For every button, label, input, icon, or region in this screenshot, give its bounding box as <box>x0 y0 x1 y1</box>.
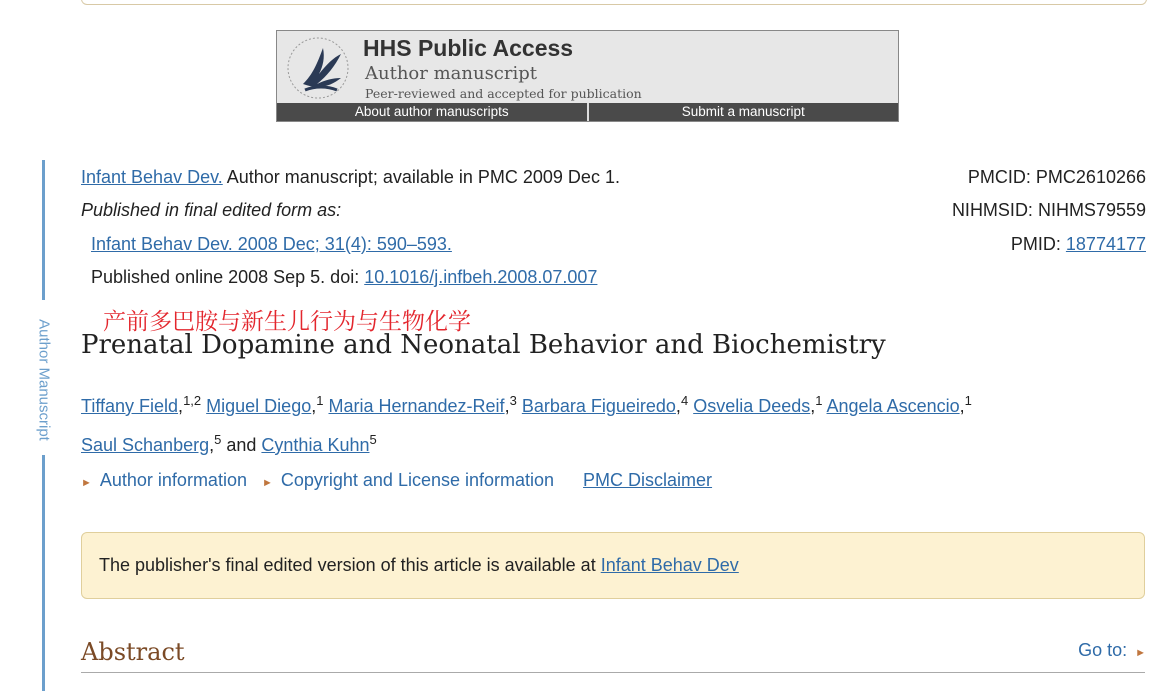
banner-tagline: Peer-reviewed and accepted for publication <box>365 86 642 101</box>
notice-text: The publisher's final edited version of this article is available at <box>99 555 601 575</box>
pmcid: PMCID: PMC2610266 <box>967 167 1146 187</box>
go-to-triangle-icon: ► <box>1135 647 1146 659</box>
submit-manuscript-link[interactable]: Submit a manuscript <box>587 103 899 121</box>
go-to-label[interactable]: Go to: <box>1078 640 1128 660</box>
author-link[interactable]: Miguel Diego <box>206 396 312 416</box>
pmc-disclaimer-link[interactable]: PMC Disclaimer <box>583 470 713 490</box>
author-information-toggle[interactable]: Author information <box>99 470 247 490</box>
published-online-text: Published online 2008 Sep 5. doi: <box>91 267 365 287</box>
banner-title: HHS Public Access <box>363 35 574 61</box>
author-manuscript-rail-label: Author Manuscript <box>36 316 53 444</box>
article-info-links <box>81 470 712 491</box>
doi-link[interactable]: 10.1016/j.infbeh.2008.07.007 <box>364 267 598 287</box>
rail-line-top <box>42 160 45 300</box>
author-link[interactable]: Cynthia Kuhn <box>261 435 370 455</box>
author-link[interactable]: Saul Schanberg <box>81 435 210 455</box>
author-affiliation: 1 <box>964 393 972 408</box>
online-row <box>91 267 597 288</box>
final-ref-link[interactable]: Infant Behav Dev. 2008 Dec; 31(4): 590–593. <box>91 234 452 254</box>
pmid-link[interactable]: 18774177 <box>1065 234 1146 254</box>
citation-line <box>81 167 620 188</box>
final-ref-row <box>91 234 452 255</box>
publisher-version-notice <box>81 532 1145 599</box>
author-affiliation: 1,2 <box>183 393 202 408</box>
banner-subtitle: Author manuscript <box>365 63 538 84</box>
copyright-license-toggle[interactable]: Copyright and License information <box>280 470 555 490</box>
manuscript-status: Author manuscript; available in PMC 2009 Dec 1. <box>222 167 620 187</box>
author-link[interactable]: Tiffany Field <box>81 396 179 416</box>
author-affiliation: 1 <box>815 393 823 408</box>
published-label: Published in final edited form as: <box>81 200 342 220</box>
author-list: Tiffany Field,$^{1,2}$ Miguel Diego,$^1$ Maria Hernandez-Reif,$^3$ Barbara Figueiredo,$^4$ Osvelia Deeds,$^1$ Angela Ascencio,$^1$ Saul Schanberg,$^5$ and Cynthia Kuhn$^5$ <box>81 393 972 455</box>
authors-and: and <box>226 435 257 455</box>
author-link[interactable]: Barbara Figueiredo <box>521 396 676 416</box>
author-affiliation: 5 <box>369 432 377 447</box>
article-title: Prenatal Dopamine and Neonatal Behavior and Biochemistry <box>81 330 886 360</box>
author-affiliation: 3 <box>509 393 517 408</box>
chinese-title-overlay: 产前多巴胺与新生儿行为与生物化学 <box>103 309 471 335</box>
author-affiliation: 5 <box>214 432 222 447</box>
hhs-eagle-logo-icon <box>283 34 353 102</box>
section-divider <box>81 672 1145 673</box>
author-link[interactable]: Angela Ascencio <box>826 396 960 416</box>
author-affiliation: 4 <box>680 393 689 408</box>
abstract-heading: Abstract <box>81 638 185 666</box>
publisher-journal-link[interactable]: Infant Behav Dev <box>600 555 739 575</box>
pmid-label: PMID: <box>1010 234 1066 254</box>
journal-link[interactable]: Infant Behav Dev. <box>81 167 223 187</box>
hhs-public-access-banner <box>276 30 899 122</box>
author-link[interactable]: Osvelia Deeds <box>693 396 811 416</box>
pmid-row <box>1011 234 1146 255</box>
about-author-manuscripts-link[interactable]: About author manuscripts <box>354 104 509 119</box>
expand-triangle-icon: ► <box>261 477 273 489</box>
banner-link-bar <box>277 103 898 121</box>
top-panel-edge <box>81 0 1147 5</box>
author-affiliation: 1 <box>316 393 324 408</box>
rail-line-bottom <box>42 455 45 691</box>
author-link[interactable]: Maria Hernandez-Reif <box>328 396 505 416</box>
expand-triangle-icon: ► <box>81 477 92 489</box>
go-to-menu[interactable] <box>1078 640 1146 661</box>
nihmsid: NIHMSID: NIHMS79559 <box>951 200 1146 220</box>
